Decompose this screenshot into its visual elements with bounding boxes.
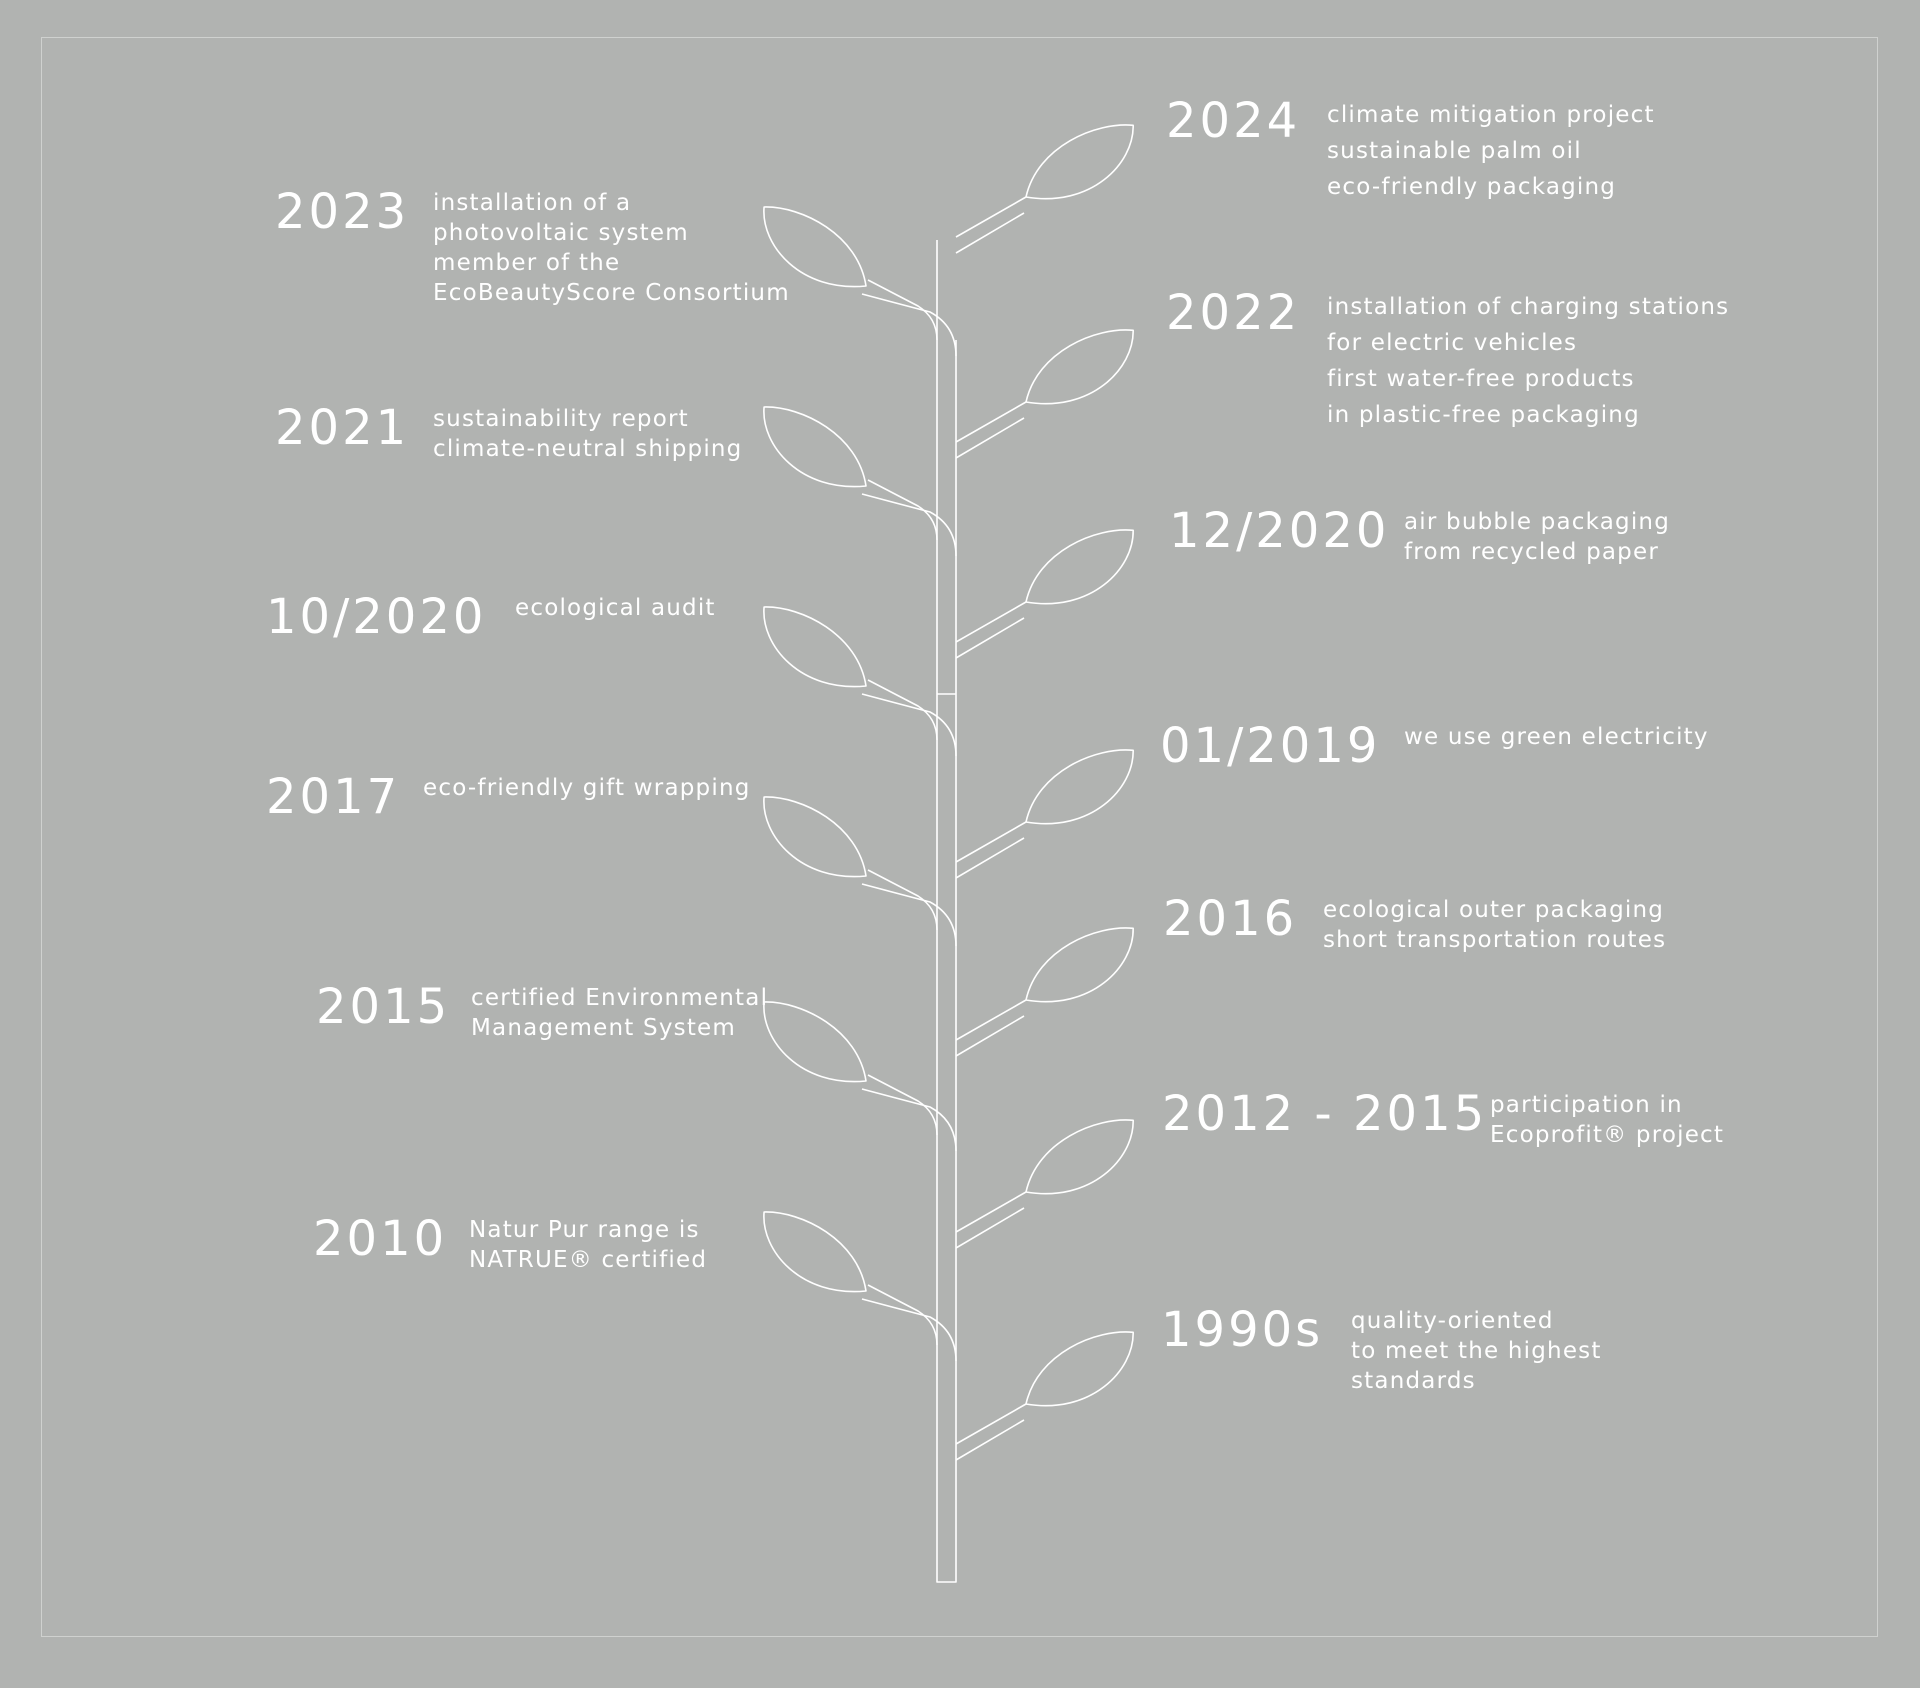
entry-year: 2017 (266, 769, 401, 825)
timeline-entry-2016 (1163, 891, 1667, 955)
entry-year: 10/2020 (266, 589, 487, 645)
timeline-entry-1990s (1161, 1302, 1602, 1396)
leaf-outline (1016, 527, 1143, 608)
branch-right (956, 1208, 1024, 1248)
entry-description (1404, 507, 1670, 567)
leaf-1990s (1016, 1329, 1143, 1410)
leaf-outline (750, 604, 879, 692)
description-line: air bubble packaging (1404, 509, 1670, 535)
leaf-outline (1016, 1329, 1143, 1410)
branch-right (956, 402, 1026, 442)
description-line: EcoBeautyScore Consortium (433, 280, 790, 306)
timeline-entry-2017 (266, 769, 751, 825)
entry-description (515, 593, 716, 623)
description-line: short transportation routes (1323, 927, 1667, 953)
description-line: ecological audit (515, 595, 716, 621)
entry-year: 2012 - 2015 (1162, 1086, 1488, 1142)
entry-description (433, 404, 742, 464)
entry-description (1323, 895, 1666, 955)
timeline-entry-10-2020 (266, 589, 716, 645)
branch-right (956, 1192, 1026, 1232)
leaf-2010 (750, 1209, 879, 1297)
timeline-entry-2021 (275, 400, 743, 464)
entry-year: 2022 (1166, 285, 1301, 341)
description-line: certified Environmental (471, 985, 769, 1011)
leaf-outline (1016, 925, 1143, 1006)
entry-description (471, 983, 768, 1043)
entry-year: 2021 (275, 400, 410, 456)
branch-left (868, 680, 937, 740)
branch-right (956, 1000, 1026, 1040)
leaf-outline (1016, 1117, 1143, 1198)
description-line: Management System (471, 1015, 736, 1041)
description-line: to meet the highest (1351, 1338, 1602, 1364)
description-line: photovoltaic system (433, 220, 689, 246)
timeline-entry-2024 (1166, 93, 1655, 205)
leaf-2012-2015 (1016, 1117, 1143, 1198)
leaf-2016 (1016, 925, 1143, 1006)
description-line: sustainability report (433, 406, 689, 432)
leaf-2015 (750, 999, 879, 1087)
entry-description (1327, 97, 1655, 205)
entry-description (1490, 1090, 1724, 1150)
entry-year: 2015 (316, 979, 451, 1035)
branch-right (956, 418, 1024, 458)
leaf-2021 (750, 404, 879, 492)
leaf-2017 (750, 794, 879, 882)
leaf-outline (1016, 327, 1143, 408)
timeline-entry-2012-2015 (1162, 1086, 1725, 1150)
entry-description (1351, 1306, 1602, 1396)
description-line: in plastic-free packaging (1327, 402, 1640, 428)
description-line: for electric vehicles (1327, 330, 1578, 356)
entry-description (469, 1215, 707, 1275)
branch-left (862, 694, 956, 756)
description-line: Ecoprofit® project (1490, 1122, 1725, 1148)
leaf-outline (750, 404, 879, 492)
description-line: installation of a (433, 190, 632, 216)
branch-right (956, 618, 1024, 658)
branch-left (862, 494, 956, 556)
description-line: eco-friendly gift wrapping (423, 775, 751, 801)
timeline-entry-2022 (1166, 285, 1730, 433)
timeline-entry-01-2019 (1160, 718, 1709, 774)
description-line: climate-neutral shipping (433, 436, 743, 462)
branch-left (862, 1299, 956, 1361)
branch-left (868, 480, 937, 540)
leaf-12-2020 (1016, 527, 1143, 608)
branch-left (868, 870, 937, 930)
leaf-outline (1016, 122, 1143, 203)
branch-left (862, 294, 956, 356)
entry-description (1404, 722, 1709, 752)
leaf-outline (750, 1209, 879, 1297)
description-line: from recycled paper (1404, 539, 1659, 565)
timeline-entry-2015 (316, 979, 769, 1043)
entry-year: 01/2019 (1160, 718, 1381, 774)
description-line: ecological outer packaging (1323, 897, 1665, 923)
branch-right (956, 197, 1026, 237)
entry-year: 2016 (1163, 891, 1298, 947)
leaf-10-2020 (750, 604, 879, 692)
entry-year: 2024 (1166, 93, 1301, 149)
entry-year: 2023 (275, 184, 410, 240)
entry-year: 12/2020 (1169, 503, 1390, 559)
branch-right (956, 602, 1026, 642)
branch-left (862, 884, 956, 946)
branch-right (956, 822, 1026, 862)
timeline-entry-2010 (313, 1211, 708, 1275)
entry-year: 1990s (1161, 1302, 1324, 1358)
description-line: installation of charging stations (1327, 294, 1730, 320)
leaf-01-2019 (1016, 747, 1143, 828)
leaf-outline (750, 999, 879, 1087)
entry-description (423, 773, 751, 803)
entry-description (1327, 289, 1729, 433)
description-line: we use green electricity (1404, 724, 1709, 750)
description-line: member of the (433, 250, 621, 276)
branch-left (868, 280, 937, 340)
description-line: quality-oriented (1351, 1308, 1554, 1334)
leaf-outline (750, 794, 879, 882)
description-line: first water-free products (1327, 366, 1635, 392)
description-line: NATRUE® certified (469, 1247, 708, 1273)
stem (937, 240, 956, 1582)
branch-right (956, 1420, 1024, 1460)
leaf-2024 (1016, 122, 1143, 203)
branch-right (956, 838, 1024, 878)
description-line: sustainable palm oil (1327, 138, 1582, 164)
entry-year: 2010 (313, 1211, 448, 1267)
leaf-2022 (1016, 327, 1143, 408)
timeline-entry-2023 (275, 184, 790, 308)
branch-left (868, 1075, 937, 1135)
branch-right (956, 1404, 1026, 1444)
description-line: participation in (1490, 1092, 1683, 1118)
description-line: eco-friendly packaging (1327, 174, 1617, 200)
branch-right (956, 213, 1024, 253)
timeline-entry-12-2020 (1169, 503, 1670, 567)
branch-left (862, 1089, 956, 1151)
branch-right (956, 1016, 1024, 1056)
entry-description (433, 188, 790, 308)
description-line: climate mitigation project (1327, 102, 1655, 128)
leaf-outline (1016, 747, 1143, 828)
description-line: Natur Pur range is (469, 1217, 700, 1243)
branch-left (868, 1285, 937, 1345)
description-line: standards (1351, 1368, 1476, 1394)
